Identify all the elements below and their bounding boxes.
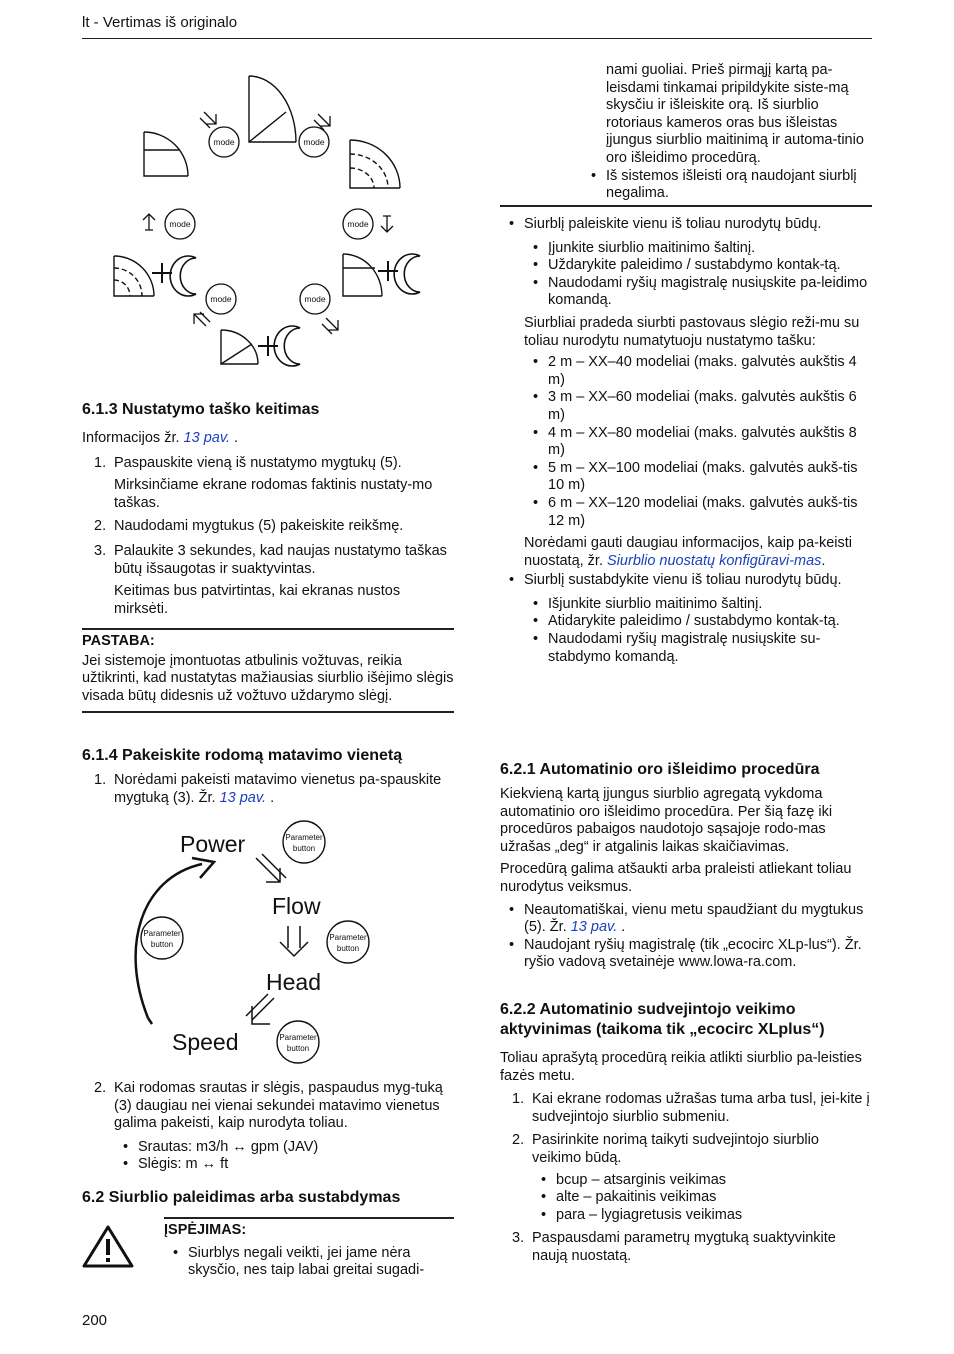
list-item: • Naudodami ryšių magistralę nusiųskite pa-leidimo komandą. bbox=[524, 275, 872, 310]
step-item: 2. Pasirinkite norimą taikyti sudvejintojo siurblio veikimo būdą. • bcup – atsarginis veikimas • alte – pakaitinis veikimas • para – lygiagretusis veikimas bbox=[500, 1132, 872, 1224]
warning-box bbox=[164, 1222, 454, 1280]
parameter-button-label: button bbox=[150, 940, 174, 949]
step-item: 1. Norėdami pakeisti matavimo vienetus pa-spauskite mygtuką (3). Žr. 13 pav. . bbox=[94, 772, 442, 806]
parameter-button-label: Parameter bbox=[279, 1033, 317, 1042]
info-text: Informacijos žr. 13 pav. . bbox=[82, 430, 239, 446]
figure-link[interactable]: 13 pav. bbox=[219, 789, 267, 806]
list-item: • Siurblys negali veikti, jei jame nėra skysčio, nes taip labai greitai sugadi- bbox=[164, 1245, 454, 1280]
figure-link[interactable]: 13 pav. bbox=[183, 430, 231, 446]
warning-continuation: nami guoliai. Prieš pirmąjį kartą pa-leisdami tinkamai pripildykite siste-mą skysčiu ir išleiskite orą. Iš siurblio rotoriaus kameros oras bus išleistas įjungus siurblio maitinimą ir automa-tinio oro išleidimo procedūrą. • Iš sistemos išleisti orą naudojant siurblį negalima. bbox=[582, 62, 872, 203]
section-title: 6.2 Siurblio paleidimas arba sustabdymas bbox=[82, 1189, 401, 1206]
list-item: • 5 m – XX–100 modeliai (maks. galvutės aukš-tis 10 m) bbox=[524, 460, 872, 495]
mode-cycle-diagram bbox=[100, 68, 440, 378]
flow-label: Flow bbox=[272, 893, 321, 919]
section-6-2-1: 6.2.1 Automatinio oro išleidimo procedūra Kiekvieną kartą įjungus siurblio agregatą vykdoma automatinio oro išleidimo procedūra. Per šią fazę iki procedūros pabaigos naudotojo sąsajoje rodo-mas užrašas „deg“ ir atgalinis laikas skaičiavimas. Procedūrą galima atšaukti arba praleisti atliekant toliau nurodytus veiksmus. • Neautomatiškai, vienu metu spaudžiant du mygtukus (5). Žr. 13 pav. . • Naudojant ryšių magistralę (tik „ecocirc XLp-lus“). Žr. ryšio vadovą svetainėje www.lowa-ra.com. bbox=[500, 760, 872, 972]
list-item: • Atidarykite paleidimo / sustabdymo kontak-tą. bbox=[524, 613, 872, 631]
warning-rule-top bbox=[164, 1217, 454, 1219]
list-item: • Iš sistemos išleisti orą naudojant siurblį negalima. bbox=[582, 168, 872, 203]
mode-label: mode bbox=[210, 294, 232, 304]
parameter-button-label: button bbox=[286, 1044, 310, 1053]
section-6-1-4-cont bbox=[82, 1080, 454, 1174]
step-item: 2. Naudodami mygtukus (5) pakeiskite reikšmę. bbox=[94, 518, 404, 535]
parameter-button-label: Parameter bbox=[329, 933, 367, 942]
list-item: • Slėgis: m ↔ ft bbox=[114, 1156, 454, 1174]
settings-link[interactable]: Siurblio nuostatų konfigūravi-mas bbox=[607, 552, 822, 569]
list-item: • Įjunkite siurblio maitinimo šaltinį. bbox=[524, 240, 872, 258]
list-item: • 3 m – XX–60 modeliai (maks. galvutės aukštis 6 m) bbox=[524, 389, 872, 424]
speed-label: Speed bbox=[172, 1029, 239, 1055]
start-stop-section: • Siurblį paleiskite vienu iš toliau nurodytų būdų. • Įjunkite siurblio maitinimo šaltinį. • Uždarykite paleidimo / sustabdymo kontak-tą. • Naudodami ryšių magistralę nusiųskite pa-leidimo komandą. Siurbliai pradeda siurbti pastovaus slėgio reži-mu su toliau nurodytu numatytuoju nustatymo tašku: • 2 m – XX–40 modeliai (maks. galvutės aukštis 4 m) • 3 m – XX–60 modeliai (maks. galvutės aukštis 6 m) • 4 m – XX–80 modeliai (maks. galvutės aukštis 8 m) • 5 m – XX–100 modeliai (maks. galvutės aukš-tis 10 m) • 6 m – XX–120 modeliai (maks. galvutės aukš-tis 12 m) Norėdami gauti daugiau informacijos, kaip pa-keisti nuostatą, žr. Siurblio nuostatų konfigūravi-mas. • Siurblį sustabdykite vienu iš toliau nurodytų būdų. • Išjunkite siurblio maitinimo šaltinį. • Atidarykite paleidimo / sustabdymo kontak-tą. • Naudodami ryšių magistralę nusiųskite su-stabdymo komandą. bbox=[500, 216, 872, 666]
list-item: • Neautomatiškai, vienu metu spaudžiant du mygtukus (5). Žr. 13 pav. . bbox=[500, 902, 872, 937]
step-item: 1. Kai ekrane rodomas užrašas tuma arba tusl, įei-kite į sudvejintojo siurblio submeniu. bbox=[512, 1091, 870, 1125]
step-item: 2. Kai rodomas srautas ir slėgis, paspaudus myg-tuką (3) daugiau nei vienai sekundei matavimo vienetus galima pakeisti, kaip nurodyta toliau. bbox=[94, 1080, 443, 1132]
warning-title: ĮSPĖJIMAS: bbox=[164, 1222, 247, 1238]
power-label: Power bbox=[180, 831, 246, 857]
section-title: 6.2.2 Automatinio sudvejintojo veikimo aktyvinimas (taikoma tik „ecocirc XLplus“) bbox=[500, 1001, 825, 1038]
figure-link[interactable]: 13 pav. bbox=[570, 919, 618, 936]
list-item: • Naudodami ryšių magistralę nusiųskite su-stabdymo komandą. bbox=[524, 631, 872, 666]
list-item: • 6 m – XX–120 modeliai (maks. galvutės aukš-tis 12 m) bbox=[524, 495, 872, 530]
section-6-2 bbox=[82, 1188, 454, 1208]
list-item: • 2 m – XX–40 modeliai (maks. galvutės aukštis 4 m) bbox=[524, 354, 872, 389]
step-item: 3. Paspausdami parametrų mygtuką suaktyvinkite naują nuostatą. bbox=[512, 1230, 836, 1264]
mode-label: mode bbox=[169, 219, 191, 229]
head-label: Head bbox=[266, 969, 321, 995]
note-title: PASTABA: bbox=[82, 633, 155, 649]
parameter-button-label: button bbox=[292, 844, 316, 853]
parameter-button-label: Parameter bbox=[143, 929, 181, 938]
step-item: 3. Palaukite 3 sekundes, kad naujas nustatymo taškas būtų išsaugotas ir suaktyvintas. Keitimas bus patvirtintas, kai ekranas nustos mirksėti. bbox=[94, 542, 447, 617]
mode-label: mode bbox=[303, 137, 325, 147]
section-title: 6.2.1 Automatinio oro išleidimo procedūra bbox=[500, 761, 820, 778]
parameter-button-label: button bbox=[336, 944, 360, 953]
units-cycle-diagram bbox=[120, 818, 380, 1068]
list-item: • Išjunkite siurblio maitinimo šaltinį. bbox=[524, 596, 872, 614]
note-text: Jei sistemoje įmontuotas atbulinis vožtuvas, reikia užtikrinti, kad nustatytas mažiausias siurblio išėjimo slėgis visada būtų didesnis už vožtuvo uždarymo slėgį. bbox=[82, 652, 454, 704]
step-item: 1. Paspauskite vieną iš nustatymo mygtukų (5). Mirksinčiame ekrane rodomas faktinis nustaty-mo taškas. bbox=[94, 454, 433, 511]
list-item: • Siurblį paleiskite vienu iš toliau nurodytų būdų. bbox=[500, 216, 872, 234]
section-6-2-2: 6.2.2 Automatinio sudvejintojo veikimo aktyvinimas (taikoma tik „ecocirc XLplus“) Toliau aprašytą procedūrą reikia atlikti siurblio pa-leisties fazės metu. 1. Kai ekrane rodomas užrašas tuma arba tusl, įei-kite į sudvejintojo siurblio submeniu. 2. Pasirinkite norimą taikyti sudvejintojo siurblio veikimo būdą. • bcup – atsarginis veikimas • alte – pakaitinis veikimas • para – lygiagretusis veikimas 3. Paspausdami parametrų mygtuką suaktyvinkite naują nuostatą. bbox=[500, 1000, 872, 1266]
page-header: lt - Vertimas iš originalo bbox=[82, 14, 238, 31]
section-title: 6.1.4 Pakeiskite rodomą matavimo vienetą bbox=[82, 747, 403, 764]
list-item: • alte – pakaitinis veikimas bbox=[532, 1189, 872, 1207]
parameter-button-label: Parameter bbox=[285, 833, 323, 842]
list-item: • Uždarykite paleidimo / sustabdymo kontak-tą. bbox=[524, 257, 872, 275]
section-6-1-4 bbox=[82, 746, 454, 807]
mode-label: mode bbox=[213, 137, 235, 147]
warning-icon bbox=[82, 1224, 134, 1268]
section-title: 6.1.3 Nustatymo taško keitimas bbox=[82, 401, 320, 418]
mode-label: mode bbox=[304, 294, 326, 304]
mode-label: mode bbox=[347, 219, 369, 229]
list-item: • para – lygiagretusis veikimas bbox=[532, 1207, 872, 1225]
note-box bbox=[82, 628, 454, 713]
header-rule bbox=[82, 38, 872, 39]
list-item: • Srautas: m3/h ↔ gpm (JAV) bbox=[114, 1139, 454, 1157]
section-6-1-3 bbox=[82, 400, 454, 618]
list-item: • Naudojant ryšių magistralę (tik „ecocirc XLp-lus“). Žr. ryšio vadovą svetainėje www.lowa-ra.com. bbox=[500, 937, 872, 972]
list-item: • bcup – atsarginis veikimas bbox=[532, 1172, 872, 1190]
warning-rule-bottom bbox=[500, 205, 872, 207]
list-item: • Siurblį sustabdykite vienu iš toliau nurodytų būdų. bbox=[500, 572, 872, 590]
page-number: 200 bbox=[82, 1312, 108, 1329]
list-item: • 4 m – XX–80 modeliai (maks. galvutės aukštis 8 m) bbox=[524, 425, 872, 460]
